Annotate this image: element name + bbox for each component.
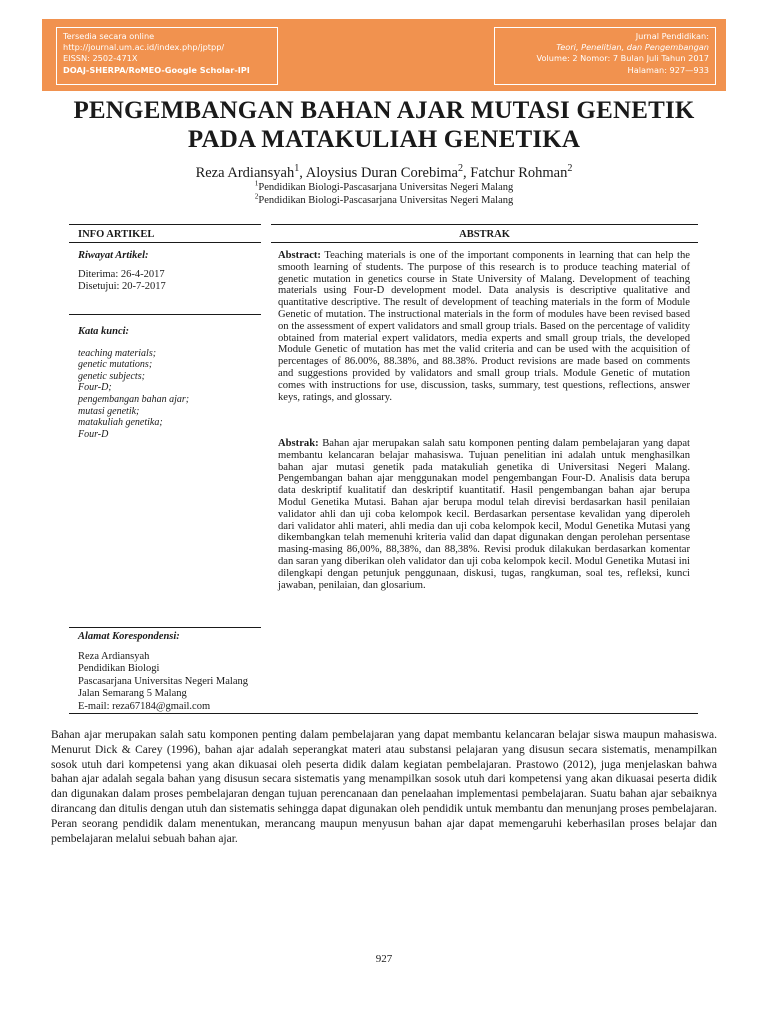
article-history <box>78 250 258 294</box>
page-range: Halaman: 927—933 <box>627 64 709 75</box>
correspondence-line: Jalan Semarang 5 Malang <box>78 688 187 700</box>
keyword: genetic subjects; <box>78 370 145 382</box>
received-date: Diterima: 26-4-2017 <box>78 268 165 280</box>
keyword: genetic mutations; <box>78 359 153 371</box>
volume-info: Volume: 2 Nomor: 7 Bulan Juli Tahun 2017 <box>536 53 709 64</box>
keyword: mutasi genetik; <box>78 405 140 417</box>
keyword: teaching materials; <box>78 347 157 359</box>
title-line-2: PADA MATAKULIAH GENETIKA <box>187 126 581 153</box>
info-header-rule <box>69 242 261 243</box>
abstrak-top-rule <box>271 224 698 225</box>
author-sep: , <box>299 165 306 181</box>
author-sup: 2 <box>457 163 464 175</box>
keyword: pengembangan bahan ajar; <box>78 393 190 405</box>
intro-paragraph: Bahan ajar merupakan salah satu komponen penting dalam pembelajaran yang dapat membantu kelancaran belajar siswa maupun mahasiswa. Menurut Dick & Carey (1996), bahan ajar adalah seperangkat materi atau substansi pelajaran yang disusun secara sistematis, menampilkan sosok utuh dari kompetensi yang akan dikuasai oleh peserta didik dalam kegiatan pembelajaran. Prastowo (2012), juga menjelaskan bahwa bahan ajar adalah segala bahan yang disusun secara sistematis yang menampilkan sosok utuh dari kompetensi yang akan dikuasai peserta didik dan digunakan dalam proses pembelajaran dengan tujuan perencanaan dan penelaahan implementasi pembelajaran. Suatu bahan ajar sebaiknya dirancang dan ditulis dengan utuh dan sistematis sehingga dapat digunakan oleh pendidik untuk membantu dan menunjang proses pembelajaran. Peran seorang pendidik dalam menentukan, merancang maupun menyusun bahan ajar dapat memengaruhi keberhasilan proses belajar dan pembelajaran melalui sebuah bahan ajar. <box>51 729 717 845</box>
abstrak-heading: ABSTRAK <box>459 229 510 240</box>
correspondence-label: Alamat Korespondensi: <box>78 631 180 642</box>
author-list <box>40 164 728 182</box>
journal-info-left <box>56 27 278 85</box>
correspondence-line: Pendidikan Biologi <box>78 663 160 675</box>
page-number: 927 <box>375 953 393 965</box>
accepted-date: Disetujui: 20-7-2017 <box>78 281 166 293</box>
journal-url[interactable]: http://journal.um.ac.id/index.php/jptpp/ <box>63 42 225 53</box>
journal-header-band <box>42 19 726 91</box>
abstract-indonesian <box>278 438 690 591</box>
correspondence-line: Pascasarjana Universitas Negeri Malang <box>78 675 248 687</box>
title-line-1: PENGEMBANGAN BAHAN AJAR MUTASI GENETIK <box>73 97 695 124</box>
info-artikel-heading: INFO ARTIKEL <box>78 229 155 240</box>
journal-subtitle: Teori, Penelitian, dan Pengembangan <box>556 42 709 53</box>
keyword: matakuliah genetika; <box>78 417 163 429</box>
info-top-rule <box>69 224 261 225</box>
abstract-en-text: Teaching materials is one of the important components in learning that can help the smooth learning of students. The purpose of this research is to produce teaching material of genetic mutation in genetics course in State University of Malang. Development of teaching materials using Four-D development model. Data analysis is descriptive qualitative and quantitative descriptive. The result of development of teaching materials in the form of Module Genetic of mutation. The instructional materials in the form of modules have been revised based on the assessment of expert validators and small group trials. Based on the percentage of validity obtained from material expert validators, media experts and small group trials, the developed Module Genetic of mutation has met the valid criteria and can be used with the acquisition of percentages of 86.00%, 88.38%, and 88.38%. Product revisions are made based on comments and suggestions provided by validators and small group trials. Module Genetic of mutation comes with instructions for use, discussion, tasks, summary, test questions, reflections, answer keys, ratings, and glossary. <box>278 250 690 403</box>
riwayat-label: Riwayat Artikel: <box>78 250 149 261</box>
email-link[interactable]: E-mail: reza67184@gmail.com <box>78 700 211 712</box>
abstrak-header-rule <box>271 242 698 243</box>
abstract-id-text: Bahan ajar merupakan salah satu komponen penting dalam pembelajaran yang dapat membantu kelancaran belajar mahasiswa. Tujuan penelitian ini adalah untuk menghasilkan bahan ajar mutasi genetik pada matakuliah genetika di Universitasi Negeri Malang. Pengembangan bahan ajar menggunakan model pengembangan Four-D. Analisis data berupa data deskriptif kualitatif dan deskriptif kuantitatif. Hasil pengembangan bahan ajar berupa Modul Genetika Mutasi. Bahan ajar berupa modul telah direvisi berdasarkan hasil penilaian validator ahli dan uji coba kelompok kecil. Berdasarkan persentase kevalidan yang diperoleh dari validator ahli materi, ahli media dan uji coba kelompok kecil, Modul Genetika Mutasi yang dikembangkan telah memenuhi kriteria valid dan dapat digunakan dengan perolehan persentase masing-masing 86,00%, 88,38%, dan 88,38%. Revisi produk dilakukan berdasarkan komentar dan saran yang diberikan oleh validator dan uji coba kelompok kecil. Modul Genetika Mutasi ini dilengkapi dengan petunjuk penggunaan, diskusi, tugas, rangkuman, soal tes, refleksi, kunci jawaban, penilaian, dan glosarium. <box>278 438 690 591</box>
affiliation-sup: 1 <box>254 178 259 188</box>
abstract-english <box>278 250 690 403</box>
affiliation <box>40 178 728 195</box>
author-sup: 2 <box>567 163 573 175</box>
author-sup: 1 <box>294 163 300 175</box>
affiliation-text: Pendidikan Biologi-Pascasarjana Universitas Negeri Malang <box>258 194 514 206</box>
affiliation-list <box>40 178 728 207</box>
keyword: Four-D; <box>78 382 112 394</box>
journal-name: Jurnal Pendidikan: <box>635 31 709 41</box>
affiliation-sup: 2 <box>254 191 259 200</box>
eissn-text: EISSN: 2502-471X <box>63 53 138 64</box>
keyword: Four-D <box>78 428 109 440</box>
correspondence-line: Reza Ardiansyah <box>78 650 150 662</box>
correspondence-section <box>78 631 278 714</box>
indexing-text: DOAJ-SHERPA/RoMEO-Google Scholar-IPI <box>63 64 250 75</box>
abstract-en-label: Abstract: <box>278 250 321 261</box>
paper-title <box>40 96 728 154</box>
journal-info-right <box>494 27 716 85</box>
abstract-id-label: Abstrak: <box>278 438 319 449</box>
keywords-section <box>78 326 258 440</box>
author-name: Reza Ardiansyah <box>195 165 295 181</box>
affiliation-text: Pendidikan Biologi-Pascasarjana Universitas Negeri Malang <box>258 182 514 193</box>
history-divider <box>69 314 261 315</box>
kata-kunci-label: Kata kunci: <box>78 326 130 337</box>
author-name: Fatchur Rohman <box>470 165 568 181</box>
author-sep: , <box>463 165 471 181</box>
availability-text: Tersedia secara online <box>63 31 155 41</box>
affiliation <box>40 191 728 208</box>
front-matter-bottom-rule <box>69 713 698 714</box>
correspondence-top-rule <box>69 627 261 628</box>
author-name: Aloysius Duran Corebima <box>305 165 458 181</box>
keyword-list <box>78 348 258 441</box>
